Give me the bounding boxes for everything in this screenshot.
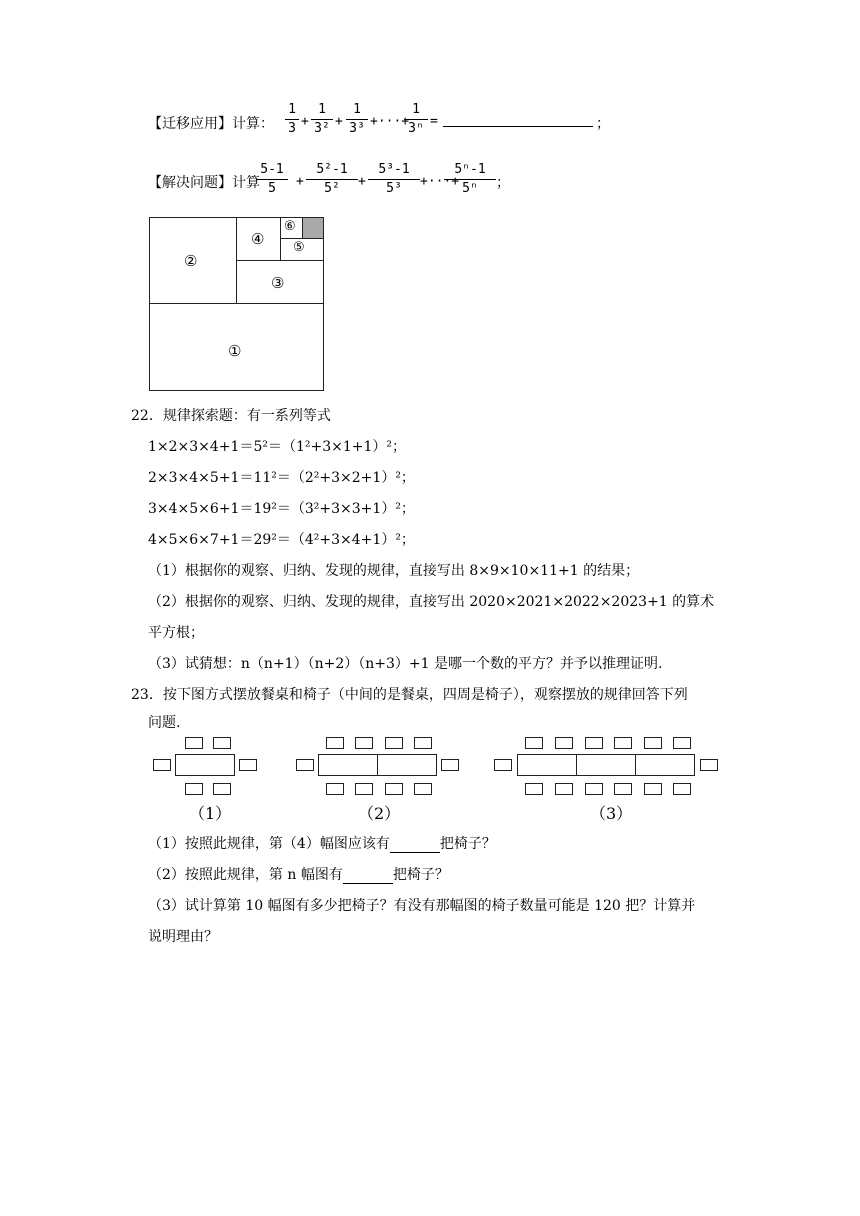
solve-fraction-1: [256, 162, 288, 197]
chair: [525, 737, 543, 749]
chair: [441, 759, 459, 771]
q23-part-1: [148, 833, 496, 853]
shaded-region: [302, 217, 324, 239]
figure-label-1: （1）: [189, 804, 232, 823]
chair: [673, 783, 691, 795]
equals-sign: =: [430, 114, 438, 129]
dining-table: [318, 754, 378, 776]
q22-equation-1: 1×2×3×4+1＝5²＝（1²+3×1+1）²；: [148, 439, 407, 455]
numerator: 1: [318, 102, 326, 117]
q22-equation-4: 4×5×6×7+1＝29²＝（4²+3×4+1）²；: [148, 532, 415, 548]
chair: [614, 737, 632, 749]
numerator: 5ⁿ-1: [454, 162, 486, 177]
answer-blank: [343, 867, 393, 884]
solve-label: 【解决问题】计算: [148, 175, 260, 191]
ellipsis: +···+: [370, 114, 410, 129]
q23-part-2-tail: 把椅子？: [392, 867, 449, 883]
label-6: ⑥: [284, 219, 296, 234]
migration-fraction-3: [346, 102, 368, 137]
denominator: 5: [268, 181, 276, 196]
chair: [153, 759, 171, 771]
chair: [326, 783, 344, 795]
dining-table: [517, 754, 577, 776]
q23-title-b: 问题.: [148, 715, 181, 731]
q23-part-3a: （3）试计算第 10 幅图有多少把椅子？有没有那幅图的椅子数量可能是 120 把？计算并: [148, 898, 696, 914]
chair: [385, 737, 403, 749]
q22-equation-2: 2×3×4×5+1＝11²＝（2²+3×2+1）²；: [148, 470, 415, 486]
q23-title-a: 23．按下图方式摆放餐桌和椅子（中间的是餐桌，四周是椅子），观察摆放的规律回答下列: [131, 687, 688, 703]
denominator: 3³: [349, 121, 365, 136]
chair: [614, 783, 632, 795]
solve-fraction-2: [306, 162, 358, 197]
plus-sign: +: [296, 174, 304, 189]
solve-fraction-3: [368, 162, 420, 197]
chair: [644, 737, 662, 749]
label-1: ①: [228, 342, 242, 360]
migration-fraction-2: [311, 102, 333, 137]
numerator: 5³-1: [378, 162, 410, 177]
q22-part-1: （1）根据你的观察、归纳、发现的规律，直接写出 8×9×10×11+1 的结果；: [148, 563, 640, 579]
numerator: 1: [288, 102, 296, 117]
chair: [414, 783, 432, 795]
chair: [644, 783, 662, 795]
ellipsis: +···+: [420, 174, 460, 189]
dining-table: [175, 754, 235, 776]
chair: [494, 759, 512, 771]
chair: [414, 737, 432, 749]
chair: [296, 759, 314, 771]
q22-title: 22．规律探索题：有一系列等式: [131, 408, 331, 424]
label-3: ③: [271, 274, 285, 292]
numerator: 5-1: [260, 162, 284, 177]
numerator: 1: [412, 102, 420, 117]
label-5: ⑤: [293, 240, 305, 255]
chair: [585, 783, 603, 795]
q23-part-1-tail: 把椅子？: [439, 836, 496, 852]
chair: [673, 737, 691, 749]
q23-part-2: [148, 864, 449, 884]
q22-part-3: （3）试猜想：n（n+1）（n+2）（n+3）+1 是哪一个数的平方？并予以推理证明.: [148, 656, 663, 672]
q23-part-1-text: （1）按照此规律，第（4）幅图应该有: [148, 836, 390, 852]
figure-label-3: （3）: [590, 804, 633, 823]
q23-part-3b: 说明理由？: [148, 929, 218, 945]
denominator: 3ⁿ: [408, 121, 424, 136]
migration-fraction-1: [285, 102, 299, 137]
chair: [355, 737, 373, 749]
q22-part-2a: （2）根据你的观察、归纳、发现的规律，直接写出 2020×2021×2022×2023+1 的算术: [148, 594, 715, 610]
plus-sign: +: [335, 114, 343, 129]
q23-part-2-text: （2）按照此规律，第 n 幅图有: [148, 867, 343, 883]
semicolon: ；: [496, 175, 510, 191]
dining-table: [635, 754, 695, 776]
answer-blank: [390, 836, 440, 853]
q22-equation-3: 3×4×5×6+1＝19²＝（3²+3×3+1）²；: [148, 501, 415, 517]
semicolon: ；: [596, 116, 610, 132]
plus-sign: +: [358, 174, 366, 189]
figure-label-2: （2）: [358, 804, 401, 823]
chair: [185, 737, 203, 749]
denominator: 3: [288, 121, 296, 136]
denominator: 5²: [324, 181, 340, 196]
denominator: 3²: [314, 121, 330, 136]
migration-fraction-n: [404, 102, 428, 137]
dining-table: [377, 754, 437, 776]
chair: [355, 783, 373, 795]
chair: [555, 737, 573, 749]
chair: [213, 783, 231, 795]
solve-fraction-n: [444, 162, 496, 197]
denominator: 5ⁿ: [462, 181, 478, 196]
numerator: 5²-1: [316, 162, 348, 177]
chair: [585, 737, 603, 749]
numerator: 1: [353, 102, 361, 117]
migration-label: 【迁移应用】计算：: [148, 116, 274, 132]
chair: [185, 783, 203, 795]
chair: [239, 759, 257, 771]
dining-table: [576, 754, 636, 776]
label-2: ②: [184, 252, 198, 270]
answer-blank: [443, 126, 593, 127]
plus-sign: +: [301, 114, 309, 129]
chair: [213, 737, 231, 749]
chair: [700, 759, 718, 771]
chair: [525, 783, 543, 795]
chair: [385, 783, 403, 795]
label-4: ④: [251, 230, 265, 248]
chair: [555, 783, 573, 795]
denominator: 5³: [386, 181, 402, 196]
q22-part-2b: 平方根；: [148, 625, 204, 641]
chair: [326, 737, 344, 749]
